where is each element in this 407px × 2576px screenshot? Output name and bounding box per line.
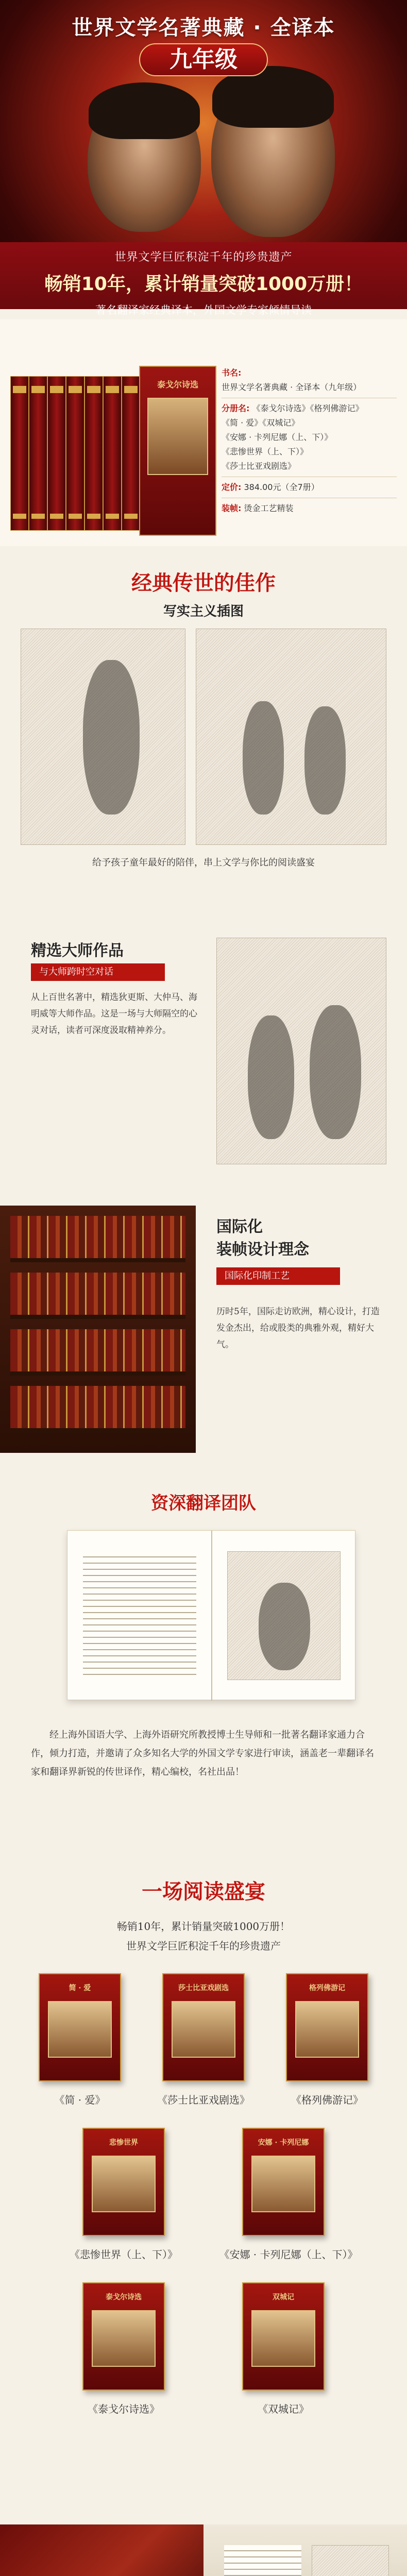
- hero-line-2: 畅销10年，累计销量突破1000万册！: [44, 274, 363, 295]
- hero-title: 世界文学名著典藏 · 全译本: [72, 16, 335, 40]
- book-spine: [84, 376, 103, 531]
- book-caption: 《安娜 · 卡列尼娜（上、下）》: [219, 2248, 358, 2261]
- design-title-line-2: 装帧设计理念: [216, 1241, 309, 1259]
- book-cover-title: 格列佛游记: [309, 1984, 345, 1992]
- product-photos: [0, 2524, 407, 2576]
- book-caption: 《格列佛游记》: [291, 2094, 363, 2106]
- book-caption: 《莎士比亚戏剧选》: [157, 2094, 250, 2106]
- cover-illustration: [251, 2156, 315, 2212]
- price-value: 384.00元（全7册）: [244, 482, 319, 492]
- shelf-row: [10, 1329, 185, 1376]
- shelf-row: [10, 1216, 185, 1262]
- translators-section: [0, 1484, 407, 1865]
- photo-open-pages: [204, 2524, 407, 2576]
- sketch-figure: [243, 701, 284, 815]
- volume-entry: 《莎士比亚戏剧选》: [222, 461, 296, 471]
- sketch-figure: [259, 1583, 310, 1670]
- book-name-label: 书名:: [222, 368, 242, 378]
- book-caption: 《双城记》: [258, 2403, 309, 2415]
- book-cover: [82, 2282, 165, 2391]
- hero-hair-left: [89, 82, 200, 139]
- book-spine: [47, 376, 66, 531]
- front-cover: [139, 366, 216, 536]
- design-title-line-1: 国际化: [216, 1218, 263, 1236]
- book-name-value: 世界文学名著典藏 · 全译本（九年级）: [222, 382, 362, 392]
- volumes-label: 分册名:: [222, 403, 250, 413]
- sketch-figure: [248, 1015, 294, 1139]
- photo-covers: [0, 2524, 204, 2576]
- page-text: [83, 1551, 196, 1680]
- sketch-figure: [83, 660, 140, 815]
- reading-feast-section: [0, 1855, 407, 2524]
- grade-badge: 九年级: [139, 43, 268, 76]
- translators-title: 资深翻译团队: [151, 1493, 256, 1514]
- price-label: 定价:: [222, 482, 242, 492]
- masterpiece-subtitle: 写实主义插图: [163, 604, 244, 619]
- book-cover-title: 莎士比亚戏剧选: [178, 1984, 229, 1992]
- design-title: [216, 1216, 309, 1261]
- book-caption: 《简 · 爱》: [54, 2094, 106, 2106]
- hero-copy: [0, 248, 407, 317]
- design-section: [0, 1190, 407, 1479]
- master-work-tag: 与大师跨时空对话: [31, 963, 165, 981]
- binding-label: 装帧:: [222, 503, 242, 513]
- spec-panel: [222, 366, 397, 516]
- feast-title: 一场阅读盛宴: [142, 1880, 265, 1904]
- shelf-row: [10, 1273, 185, 1319]
- cover-illustration: [48, 2001, 112, 2058]
- illustration-sketch: [196, 629, 386, 845]
- master-work-title: 精选大师作品: [31, 942, 124, 960]
- sketch-figure: [304, 706, 346, 815]
- cover-illustration: [172, 2001, 235, 2058]
- book-cover-title: 悲惨世界: [109, 2139, 138, 2147]
- hero-line-3: 著名翻译家经典译本，外国文学专家倾情导读: [95, 304, 312, 316]
- front-cover-title: 泰戈尔诗选: [157, 380, 198, 389]
- sketch-figure: [310, 1005, 361, 1139]
- book-cover: [242, 2282, 325, 2391]
- book-cover: [286, 1973, 368, 2081]
- binding-value: 烫金工艺精装: [244, 503, 294, 513]
- feast-subtitle: [0, 1917, 407, 1956]
- book-spine: [122, 376, 140, 531]
- bookshelf-photo: [0, 1206, 196, 1453]
- feast-subtitle-line-2: 世界文学巨匠积淀千年的珍贵遗产: [126, 1940, 281, 1952]
- book-cover-title: 安娜 · 卡列尼娜: [258, 2139, 309, 2147]
- book-caption: 《悲惨世界（上、下）》: [70, 2248, 178, 2261]
- page-illustration: [227, 1551, 341, 1680]
- translators-body: 经上海外国语大学、上海外语研究所教授博士生导师和一批著名翻译家通力合作，倾力打造，并邀请了众多知名大学的外国文学专家进行审读，涵盖老一辈翻译名家和翻译界新锐的传世译作，精心编校，名社出品！: [31, 1730, 374, 1777]
- masterpiece-caption: 给予孩子童年最好的陪伴，串上文学与你比的阅读盛宴: [92, 857, 315, 868]
- volume-entry: 《安娜 · 卡列尼娜（上、下）》: [222, 432, 333, 442]
- book-cover-title: 泰戈尔诗选: [106, 2293, 142, 2301]
- book-spine: [66, 376, 84, 531]
- book-cover: [82, 2128, 165, 2236]
- illustration-sketch: [21, 629, 185, 845]
- book-spine: [29, 376, 47, 531]
- book-caption: 《泰戈尔诗选》: [88, 2403, 160, 2415]
- cover-illustration: [92, 2156, 156, 2212]
- illustration-sketch: [216, 938, 386, 1164]
- book-cover-title: 双城记: [273, 2293, 294, 2301]
- master-work-section: [0, 927, 407, 1185]
- book-cover: [242, 2128, 325, 2236]
- shelf-row: [10, 1386, 185, 1432]
- book-cover: [39, 1973, 121, 2081]
- volume-entry: 《简 · 爱》《双城记》: [222, 418, 300, 428]
- product-info-section: [0, 319, 407, 546]
- book-set-image: [10, 366, 211, 541]
- cover-illustration: [147, 398, 208, 475]
- volume-entry: 《泰戈尔诗选》《格列佛游记》: [252, 403, 364, 413]
- feast-subtitle-line-1: 畅销10年，累计销量突破1000万册！: [116, 1920, 291, 1933]
- book-spine: [103, 376, 122, 531]
- open-book-photo: [67, 1530, 355, 1700]
- hero-banner: [0, 0, 407, 316]
- cover-illustration: [295, 2001, 359, 2058]
- book-cover-title: 简 · 爱: [69, 1984, 91, 1992]
- volume-entry: 《悲惨世界（上、下）》: [222, 447, 309, 456]
- page-illustration: [312, 2545, 389, 2576]
- master-work-body: 从上百世名著中，精选狄更斯、大仲马、海明威等大师作品。这是一场与大师隔空的心灵对话，读者可深度汲取精神养分。: [31, 992, 197, 1036]
- cover-illustration: [92, 2310, 156, 2367]
- design-body: 历时5年，国际走访欧洲，精心设计，打造发金杰出，给或股类的典雅外观，精好大气。: [216, 1307, 380, 1350]
- masterpiece-title: 经典传世的佳作: [131, 571, 276, 595]
- hero-line-1: 世界文学巨匠积淀千年的珍贵遗产: [114, 251, 293, 264]
- book-gutter: [211, 1531, 212, 1701]
- page-text: [224, 2545, 301, 2576]
- book-cover: [162, 1973, 245, 2081]
- design-tag: 国际化印制工艺: [216, 1267, 340, 1285]
- cover-illustration: [251, 2310, 315, 2367]
- book-spine: [10, 376, 29, 531]
